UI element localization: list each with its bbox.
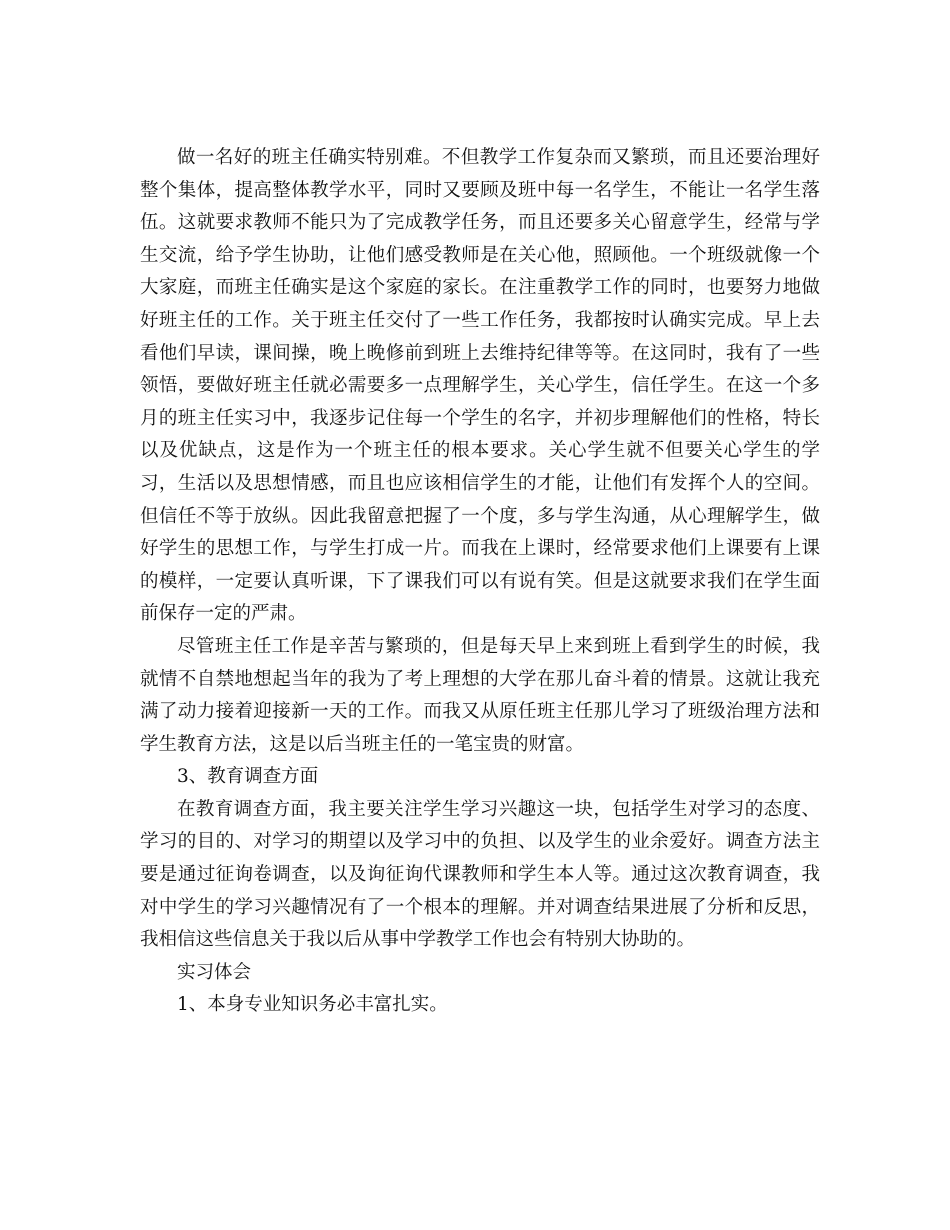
paragraph-class-teacher-reflection: 尽管班主任工作是辛苦与繁琐的，但是每天早上来到班上看到学生的时候，我就情不自禁地想起当年的我为了考上理想的大学在那儿奋斗着的情景。这就让我充满了动力接着迎接新一天的工作。而我又从原任班主任那儿学习了班级治理方法和学生教育方法，这是以后当班主任的一笔宝贵的财富。 (140, 635, 820, 755)
list-item-professional-knowledge: 1、本身专业知识务必丰富扎实。 (177, 994, 448, 1016)
paragraph-education-survey: 在教育调查方面，我主要关注学生学习兴趣这一块，包括学生对学习的态度、学习的目的、对学习的期望以及学习中的负担、以及学生的业余爱好。调查方法主要是通过征询卷调查，以及询征询代课教师和学生本人等。通过这次教育调查，我对中学生的学习兴趣情况有了一个根本的理解。并对调查结果进展了分析和反思，我相信这些信息关于我以后从事中学教学工作也会有特别大协助的。 (140, 798, 820, 951)
paragraph-class-teacher-duties: 做一名好的班主任确实特别难。不但教学工作复杂而又繁琐，而且还要治理好整个集体，提高整体教学水平，同时又要顾及班中每一名学生，不能让一名学生落伍。这就要求教师不能只为了完成教学任务，而且还要多关心留意学生，经常与学生交流，给予学生协助，让他们感受教师是在关心他，照顾他。一个班级就像一个大家庭，而班主任确实是这个家庭的家长。在注重教学工作的同时，也要努力地做好班主任的工作。关于班主任交付了一些工作任务，我都按时认确实完成。早上去看他们早读，课间操，晚上晚修前到班上去维持纪律等等。在这同时，我有了一些领悟，要做好班主任就必需要多一点理解学生，关心学生，信任学生。在这一个多月的班主任实习中，我逐步记住每一个学生的名字，并初步理解他们的性格，特长以及优缺点，这是作为一个班主任的根本要求。关心学生就不但要关心学生的学习，生活以及思想情感，而且也应该相信学生的才能，让他们有发挥个人的空间。但信任不等于放纵。因此我留意把握了一个度，多与学生沟通，从心理解学生，做好学生的思想工作，与学生打成一片。而我在上课时，经常要求他们上课要有上课的模样，一定要认真听课，下了课我们可以有说有笑。但是这就要求我们在学生面前保存一定的严肃。 (140, 147, 820, 625)
section-heading-internship-experience: 实习体会 (177, 961, 252, 983)
section-heading-education-survey: 3、教育调查方面 (177, 766, 319, 788)
document-body (140, 142, 820, 1022)
